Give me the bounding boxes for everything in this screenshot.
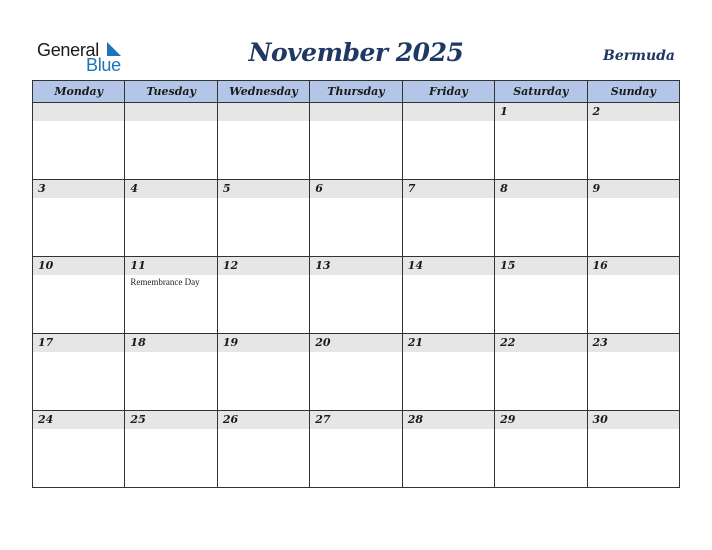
- week-row: [33, 334, 680, 411]
- day-number: 12: [222, 259, 239, 272]
- day-cell: [125, 103, 217, 180]
- day-number-band: [403, 180, 494, 198]
- day-number: 7: [407, 182, 416, 195]
- day-cell: [402, 334, 494, 411]
- day-number-band: [125, 180, 216, 198]
- day-number-band: [403, 103, 494, 121]
- day-number-band: [403, 334, 494, 352]
- day-number-band: [125, 334, 216, 352]
- day-cell: [310, 257, 402, 334]
- day-number-band: [33, 411, 124, 429]
- weekday-header: Tuesday: [125, 81, 217, 103]
- day-cell: [495, 334, 587, 411]
- day-number: 23: [592, 336, 608, 349]
- weekday-header: Wednesday: [217, 81, 309, 103]
- day-number-band: [495, 103, 586, 121]
- day-number: 6: [315, 182, 323, 195]
- day-number-band: [33, 103, 124, 121]
- day-number: 22: [500, 336, 516, 349]
- week-row: [33, 180, 680, 257]
- day-number: 25: [130, 413, 146, 426]
- day-cell: [402, 257, 494, 334]
- day-number: 5: [222, 182, 231, 195]
- day-number: 20: [315, 336, 331, 349]
- day-number-band: [403, 257, 494, 275]
- day-cell: [495, 180, 587, 257]
- day-number-band: [588, 257, 679, 275]
- day-cell: [402, 103, 494, 180]
- day-number: 11: [130, 259, 146, 272]
- day-number-band: [403, 411, 494, 429]
- weekday-header-row: [33, 81, 680, 103]
- day-number-band: [125, 411, 216, 429]
- day-number-band: [588, 103, 679, 121]
- logo-text-general: General: [37, 40, 99, 60]
- day-cell: [125, 257, 217, 334]
- week-row: [33, 411, 680, 488]
- logo-text-blue: Blue: [86, 55, 121, 75]
- weekday-header: Sunday: [587, 81, 679, 103]
- day-number: 8: [500, 182, 508, 195]
- day-number-band: [33, 257, 124, 275]
- day-number: 16: [592, 259, 608, 272]
- day-cell: [217, 334, 309, 411]
- week-row: [33, 103, 680, 180]
- day-cell: [125, 334, 217, 411]
- day-number-band: [218, 257, 309, 275]
- day-cell: [217, 180, 309, 257]
- day-cell: [33, 411, 125, 488]
- day-cell: [495, 411, 587, 488]
- weekday-header: Saturday: [495, 81, 587, 103]
- day-cell: [33, 103, 125, 180]
- week-row: [33, 257, 680, 334]
- day-number: 21: [407, 336, 423, 349]
- day-number: 14: [407, 259, 423, 272]
- day-cell: [310, 334, 402, 411]
- day-number-band: [310, 257, 401, 275]
- day-number-band: [310, 180, 401, 198]
- day-cell: [310, 180, 402, 257]
- day-number: 19: [222, 336, 239, 349]
- day-number: 27: [315, 413, 331, 426]
- country-label: Bermuda: [603, 48, 675, 64]
- calendar-title: November 2025: [248, 38, 464, 67]
- day-number-band: [33, 334, 124, 352]
- day-cell: [217, 103, 309, 180]
- day-number: 24: [38, 413, 54, 426]
- day-number-band: [218, 411, 309, 429]
- day-number-band: [495, 411, 586, 429]
- day-number-band: [218, 334, 309, 352]
- day-number-band: [495, 180, 586, 198]
- day-number: 10: [38, 259, 54, 272]
- day-cell: [310, 103, 402, 180]
- day-number-band: [310, 334, 401, 352]
- day-number: 1: [500, 105, 508, 118]
- day-number: 9: [592, 182, 601, 195]
- day-cell: [125, 180, 217, 257]
- day-cell: [33, 257, 125, 334]
- day-cell: [402, 180, 494, 257]
- day-number: 29: [500, 413, 516, 426]
- day-cell: [402, 411, 494, 488]
- day-number-band: [125, 257, 216, 275]
- day-number-band: [33, 180, 124, 198]
- day-number-band: [218, 180, 309, 198]
- day-cell: [587, 257, 679, 334]
- day-cell: [33, 334, 125, 411]
- day-cell: [217, 257, 309, 334]
- day-cell: [125, 411, 217, 488]
- day-cell: [495, 257, 587, 334]
- day-number: 4: [130, 182, 139, 195]
- calendar-weeks: [33, 103, 680, 488]
- day-cell: [587, 103, 679, 180]
- holiday-label: Remembrance Day: [130, 277, 200, 287]
- day-number: 15: [500, 259, 516, 272]
- day-number: 2: [592, 105, 601, 118]
- weekday-header: Friday: [402, 81, 494, 103]
- day-number-band: [588, 180, 679, 198]
- weekday-header: Thursday: [310, 81, 402, 103]
- day-number-band: [495, 257, 586, 275]
- day-cell: [310, 411, 402, 488]
- day-number: 26: [222, 413, 239, 426]
- day-cell: [587, 180, 679, 257]
- day-number-band: [310, 411, 401, 429]
- day-number-band: [495, 334, 586, 352]
- day-number: 18: [130, 336, 146, 349]
- day-number-band: [588, 334, 679, 352]
- day-number-band: [125, 103, 216, 121]
- month-calendar-grid: [32, 80, 680, 488]
- weekday-header: Monday: [33, 81, 125, 103]
- day-number: 3: [38, 182, 46, 195]
- day-cell: [587, 334, 679, 411]
- day-number: 28: [407, 413, 423, 426]
- day-number: 13: [315, 259, 331, 272]
- day-number-band: [218, 103, 309, 121]
- day-number: 17: [38, 336, 54, 349]
- day-cell: [587, 411, 679, 488]
- day-number-band: [310, 103, 401, 121]
- day-cell: [33, 180, 125, 257]
- day-cell: [495, 103, 587, 180]
- day-cell: [217, 411, 309, 488]
- day-number-band: [588, 411, 679, 429]
- day-number: 30: [592, 413, 608, 426]
